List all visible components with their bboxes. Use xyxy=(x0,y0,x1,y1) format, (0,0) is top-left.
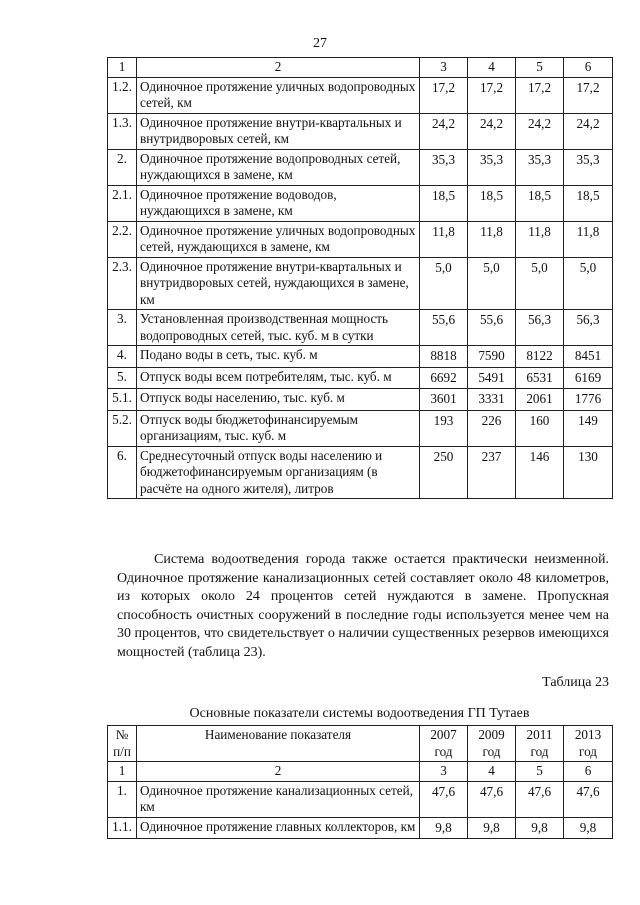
table-label: Таблица 23 xyxy=(542,675,609,690)
value-cell: 193 xyxy=(420,410,468,446)
value-cell: 47,6 xyxy=(564,781,613,817)
table-row xyxy=(108,185,613,221)
table-row xyxy=(108,310,613,346)
indicator-name: Одиночное протяжение канализационных сетей, км xyxy=(137,781,420,817)
value-cell: 35,3 xyxy=(420,149,468,185)
value-cell: 55,6 xyxy=(468,310,516,346)
value-cell: 9,8 xyxy=(468,817,516,839)
column-index-cell: 2 xyxy=(137,762,420,782)
value-cell: 18,5 xyxy=(516,185,564,221)
value-cell: 11,8 xyxy=(564,221,613,257)
value-cell: 24,2 xyxy=(564,113,613,149)
value-cell: 1776 xyxy=(564,389,613,411)
table-row xyxy=(108,77,613,113)
value-cell: 8122 xyxy=(516,346,564,368)
table-row xyxy=(108,389,613,411)
year-header: 2011 год xyxy=(516,726,564,762)
indicator-name: Отпуск воды бюджетофинансируемым организациям, тыс. куб. м xyxy=(137,410,420,446)
value-cell: 9,8 xyxy=(564,817,613,839)
value-cell: 18,5 xyxy=(420,185,468,221)
value-cell: 6692 xyxy=(420,367,468,389)
value-cell: 47,6 xyxy=(420,781,468,817)
water-supply-table xyxy=(107,57,613,499)
row-number: 5. xyxy=(108,367,137,389)
header-cell: 6 xyxy=(564,58,613,78)
row-number: 3. xyxy=(108,310,137,346)
indicator-name: Одиночное протяжение водоводов, нуждающихся в замене, км xyxy=(137,185,420,221)
value-cell: 47,6 xyxy=(468,781,516,817)
row-number: 5.1. xyxy=(108,389,137,411)
column-index-cell: 5 xyxy=(516,762,564,782)
header-cell: 3 xyxy=(420,58,468,78)
column-name-header: Наименование показателя xyxy=(137,726,420,762)
table-title: Основные показатели системы водоотведения ГП Тутаев xyxy=(189,706,530,721)
row-number: 2. xyxy=(108,149,137,185)
value-cell: 18,5 xyxy=(564,185,613,221)
sewerage-paragraph: Система водоотведения города также остается практически неизменной. Одиночное протяжение канализационных сетей составляет около 48 километров, из которых около 24 процентов сетей нуждаются в замене. Пропускная способность очистных сооружений в последние годы используется менее чем на 30 процентов, что свидетельствует о наличии существенных резервов имеющихся мощностей (таблица 23). xyxy=(117,552,609,660)
table-row xyxy=(108,781,613,817)
header-cell: 2 xyxy=(137,58,420,78)
value-cell: 5491 xyxy=(468,367,516,389)
row-number: 4. xyxy=(108,346,137,368)
row-number: 1.1. xyxy=(108,817,137,839)
indicator-name: Одиночное протяжение главных коллекторов, км xyxy=(137,817,420,839)
value-cell: 56,3 xyxy=(516,310,564,346)
page-number: 27 xyxy=(313,36,327,51)
value-cell: 160 xyxy=(516,410,564,446)
row-number: 1.3. xyxy=(108,113,137,149)
header-cell: 4 xyxy=(468,58,516,78)
value-cell: 5,0 xyxy=(516,257,564,310)
value-cell: 6169 xyxy=(564,367,613,389)
indicator-name: Установленная производственная мощность водопроводных сетей, тыс. куб. м в сутки xyxy=(137,310,420,346)
value-cell: 5,0 xyxy=(564,257,613,310)
value-cell: 24,2 xyxy=(516,113,564,149)
value-cell: 9,8 xyxy=(516,817,564,839)
value-cell: 17,2 xyxy=(564,77,613,113)
table-header-row xyxy=(108,58,613,78)
value-cell: 47,6 xyxy=(516,781,564,817)
column-index-cell: 6 xyxy=(564,762,613,782)
indicator-name: Одиночное протяжение уличных водопроводных сетей, нуждающихся в замене, км xyxy=(137,221,420,257)
column-index-row xyxy=(108,762,613,782)
row-number: 1.2. xyxy=(108,77,137,113)
row-number: 2.2. xyxy=(108,221,137,257)
value-cell: 130 xyxy=(564,446,613,499)
value-cell: 55,6 xyxy=(420,310,468,346)
year-header: 2007 год xyxy=(420,726,468,762)
value-cell: 226 xyxy=(468,410,516,446)
column-index-cell: 4 xyxy=(468,762,516,782)
indicator-name: Одиночное протяжение водопроводных сетей, нуждающихся в замене, км xyxy=(137,149,420,185)
value-cell: 11,8 xyxy=(516,221,564,257)
row-number: 2.3. xyxy=(108,257,137,310)
value-cell: 24,2 xyxy=(468,113,516,149)
value-cell: 8451 xyxy=(564,346,613,368)
year-header: 2009 год xyxy=(468,726,516,762)
table-row xyxy=(108,113,613,149)
row-number: 1. xyxy=(108,781,137,817)
table-row xyxy=(108,817,613,839)
value-cell: 11,8 xyxy=(420,221,468,257)
value-cell: 149 xyxy=(564,410,613,446)
header-cell: 1 xyxy=(108,58,137,78)
sewerage-table xyxy=(107,725,613,839)
value-cell: 11,8 xyxy=(468,221,516,257)
value-cell: 3601 xyxy=(420,389,468,411)
table-row xyxy=(108,149,613,185)
value-cell: 24,2 xyxy=(420,113,468,149)
value-cell: 5,0 xyxy=(420,257,468,310)
table-header-row xyxy=(108,726,613,762)
table-row xyxy=(108,346,613,368)
table-row xyxy=(108,257,613,310)
value-cell: 9,8 xyxy=(420,817,468,839)
table-row xyxy=(108,410,613,446)
value-cell: 18,5 xyxy=(468,185,516,221)
indicator-name: Отпуск воды всем потребителям, тыс. куб. м xyxy=(137,367,420,389)
indicator-name: Одиночное протяжение внутри-квартальных и внутридворовых сетей, км xyxy=(137,113,420,149)
column-number-header: № п/п xyxy=(108,726,137,762)
value-cell: 6531 xyxy=(516,367,564,389)
value-cell: 250 xyxy=(420,446,468,499)
indicator-name: Среднесуточный отпуск воды населению и бюджетофинансируемым организациям (в расчёте на одного жителя), литров xyxy=(137,446,420,499)
value-cell: 35,3 xyxy=(468,149,516,185)
table-row xyxy=(108,221,613,257)
value-cell: 56,3 xyxy=(564,310,613,346)
value-cell: 3331 xyxy=(468,389,516,411)
value-cell: 146 xyxy=(516,446,564,499)
value-cell: 17,2 xyxy=(468,77,516,113)
indicator-name: Одиночное протяжение внутри-квартальных и внутридворовых сетей, нуждающихся в замене, км xyxy=(137,257,420,310)
value-cell: 2061 xyxy=(516,389,564,411)
value-cell: 17,2 xyxy=(516,77,564,113)
row-number: 5.2. xyxy=(108,410,137,446)
row-number: 6. xyxy=(108,446,137,499)
year-header: 2013 год xyxy=(564,726,613,762)
value-cell: 5,0 xyxy=(468,257,516,310)
value-cell: 237 xyxy=(468,446,516,499)
value-cell: 17,2 xyxy=(420,77,468,113)
column-index-cell: 3 xyxy=(420,762,468,782)
column-index-cell: 1 xyxy=(108,762,137,782)
row-number: 2.1. xyxy=(108,185,137,221)
header-cell: 5 xyxy=(516,58,564,78)
table-row xyxy=(108,367,613,389)
table-row xyxy=(108,446,613,499)
value-cell: 8818 xyxy=(420,346,468,368)
value-cell: 7590 xyxy=(468,346,516,368)
value-cell: 35,3 xyxy=(564,149,613,185)
value-cell: 35,3 xyxy=(516,149,564,185)
indicator-name: Одиночное протяжение уличных водопроводных сетей, км xyxy=(137,77,420,113)
indicator-name: Подано воды в сеть, тыс. куб. м xyxy=(137,346,420,368)
indicator-name: Отпуск воды населению, тыс. куб. м xyxy=(137,389,420,411)
